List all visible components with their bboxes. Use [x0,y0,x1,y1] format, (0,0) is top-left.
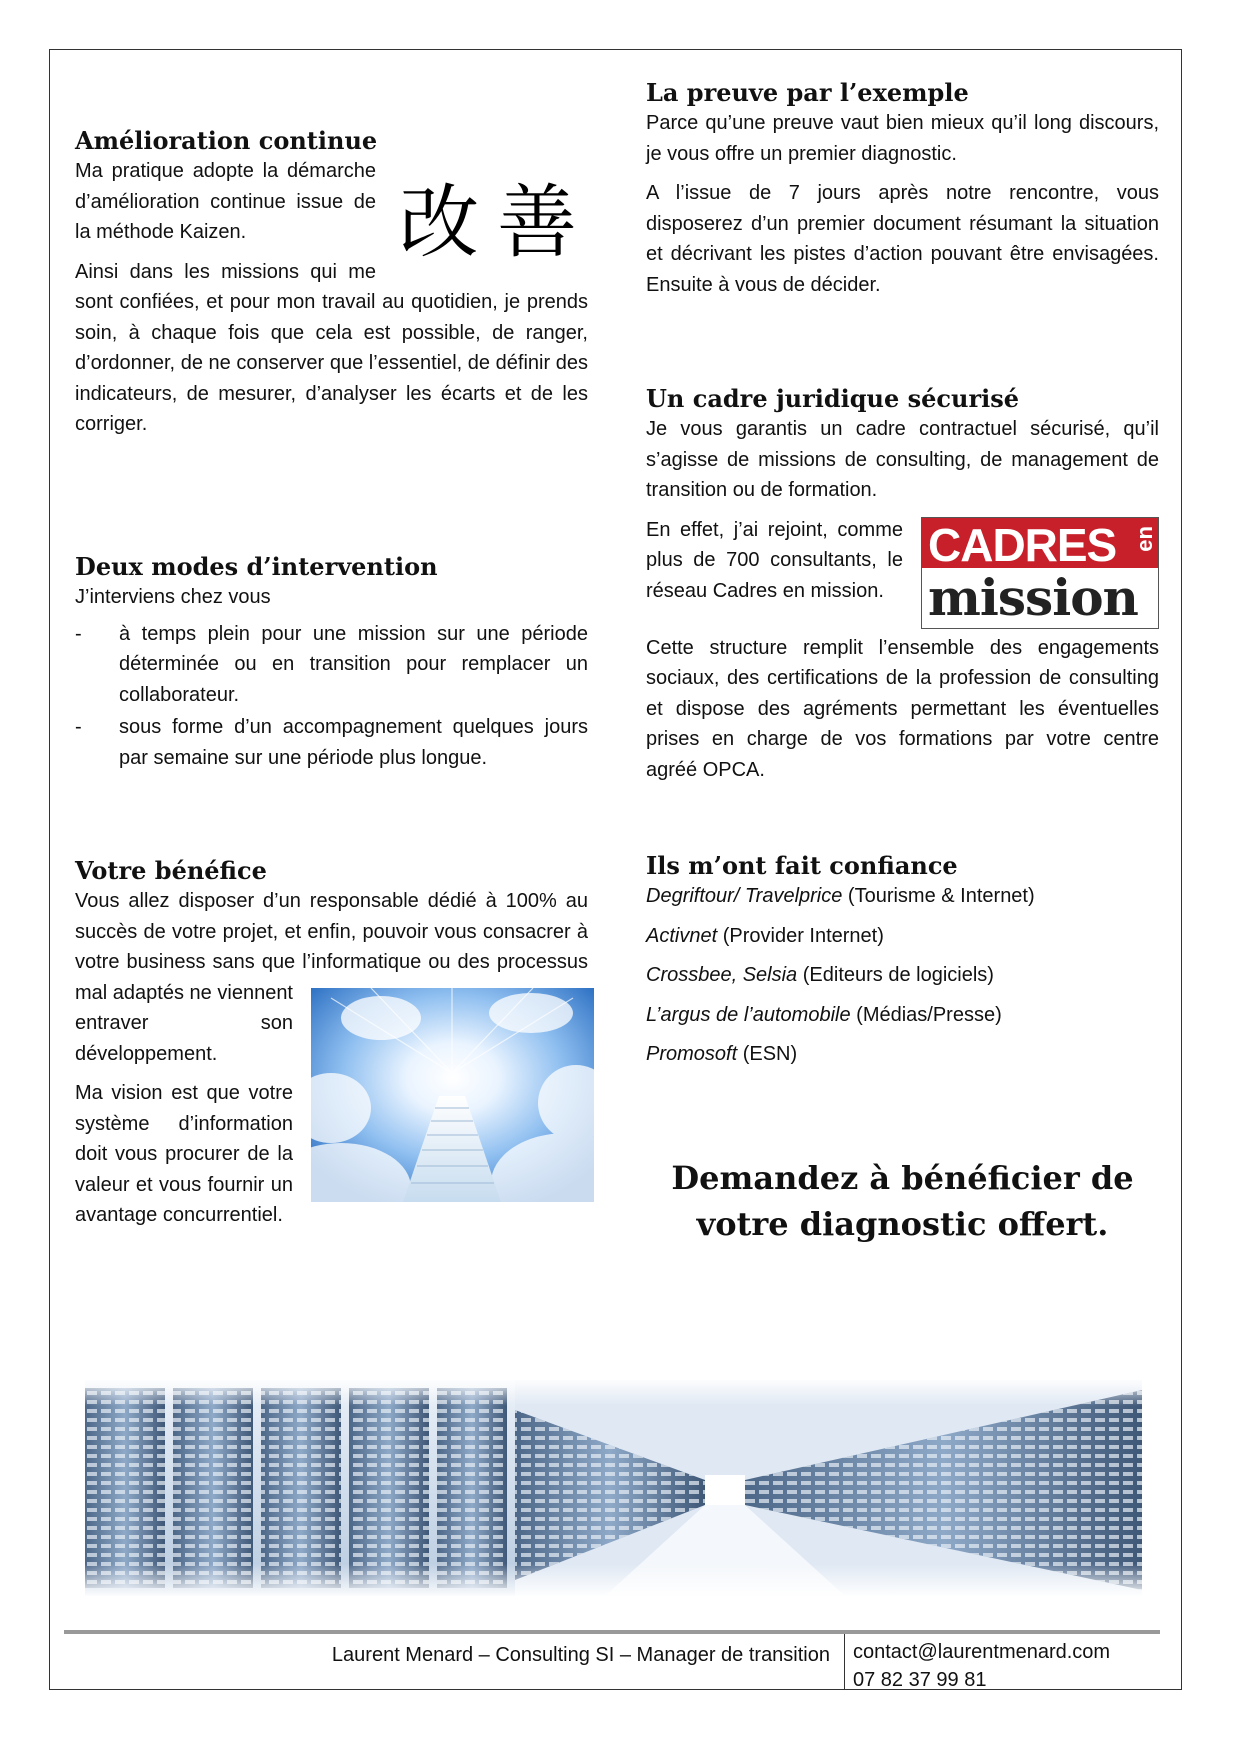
section-amelioration-continue [75,126,588,449]
client-name: Crossbee, Selsia [646,964,798,986]
contact-phone[interactable]: 07 82 37 99 81 [853,1669,987,1691]
section-title: Ils m’ont fait confiance [646,851,958,880]
kaizen-calligraphy [388,164,588,282]
paragraph: Je vous garantis un cadre contractuel sécurisé, qu’il s’agisse de missions de consulting, de management de transition ou de formation. [646,418,1159,501]
footer-rule [64,1630,1160,1634]
list-item [75,712,588,773]
client-sector: (ESN) [742,1043,798,1065]
kaizen-char-1: 改 [399,176,479,269]
kaizen-char-2: 善 [497,176,577,269]
server-room-image [85,1380,1142,1596]
section-preuve [646,78,1159,309]
footer-contact [853,1638,1110,1694]
section-votre-benefice [75,856,588,1240]
section-title: La preuve par l’exemple [646,78,969,107]
logo-text-en: en [1132,525,1157,552]
cadres-en-mission-logo [921,517,1159,629]
reference-item [646,881,1159,912]
contact-email[interactable]: contact@laurentmenard.com [853,1641,1111,1663]
paragraph: En effet, j’ai rejoint, comme plus de 700 consultants, le réseau Cadres en mission. [646,518,903,602]
section-title: Amélioration continue [75,126,378,155]
client-sector: (Médias/Presse) [856,1003,1002,1026]
client-sector: (Editeurs de logiciels) [802,964,994,986]
client-sector: (Provider Internet) [722,924,884,947]
logo-text-cadres: CADRES [928,518,1117,571]
list-item [75,619,588,711]
client-name: L’argus de l’automobile [646,1003,851,1026]
cta-line-2: votre diagnostic offert. [696,1205,1109,1243]
client-name: Promosoft [646,1043,738,1065]
footer-divider [844,1634,845,1690]
cta-line-1: Demandez à bénéficier de [671,1159,1134,1197]
client-sector: (Tourisme & Internet) [847,885,1035,907]
paragraph: Ma vision est que votre système d’information doit vous procurer de la valeur et vous fournir un avantage concurrentiel. [75,1082,293,1226]
section-title: Votre bénéfice [75,856,267,885]
paragraph: Ainsi dans les missions qui me sont confiées, et pour mon travail au quotidien, je prends soin, à chaque fois que cela est possible, de ranger, d’ordonner, de ne conserver que l’essentiel, de définir des indicateurs, de mesurer, d’analyser les écarts et de les corriger. [75,260,588,435]
logo-text-mission: mission [928,567,1138,627]
section-references [646,851,1159,1079]
section-deux-modes [75,552,588,775]
paragraph: Vous allez disposer d’un responsable dédié à 100% au succès de votre projet, et enfin, pouvoir vous consacrer à votre business sans que l’informatique ou des processus mal adaptés ne viennent entraver son développement. [75,890,588,1065]
client-name: Activnet [646,924,718,947]
list-marker: - [75,622,82,645]
paragraph: Ma pratique adopte la démarche d’amélioration continue issue de la méthode Kaizen. [75,160,376,243]
benefice-content [75,886,588,1231]
paragraph: Parce qu’une preuve vaut bien mieux qu’il long discours, je vous offre un premier diagnostic. [646,112,1159,165]
mode-list [75,619,588,774]
reference-item [646,1039,1159,1070]
section-title: Un cadre juridique sécurisé [646,384,1019,413]
client-name: Degriftour/ Travelprice [646,885,843,907]
paragraph: A l’issue de 7 jours après notre rencontre, vous disposerez d’un premier document résumant la situation et décrivant les pistes d’action pouvant être envisagées. Ensuite à vous de décider. [646,182,1159,296]
stairway-sky-image [311,988,594,1202]
list-item-text: à temps plein pour une mission sur une période déterminée ou en transition pour remplacer un collaborateur. [119,622,588,706]
reference-item [646,921,1159,952]
list-item-text: sous forme d’un accompagnement quelques jours par semaine sur une période plus longue. [119,716,588,769]
reference-item [646,1000,1159,1031]
section-cadre-juridique [646,384,1159,794]
section-title: Deux modes d’intervention [75,552,438,581]
paragraph: Cette structure remplit l’ensemble des engagements sociaux, des certifications de la profession de consulting et dispose des agréments permettant les éventuelles prises en charge de vos formations par votre centre agréé OPCA. [646,636,1159,781]
call-to-action [646,1155,1159,1247]
list-marker: - [75,716,82,738]
paragraph: J’interviens chez vous [75,586,271,608]
footer-name: Laurent Menard – Consulting SI – Manager de transition [331,1644,830,1666]
reference-item [646,960,1159,991]
